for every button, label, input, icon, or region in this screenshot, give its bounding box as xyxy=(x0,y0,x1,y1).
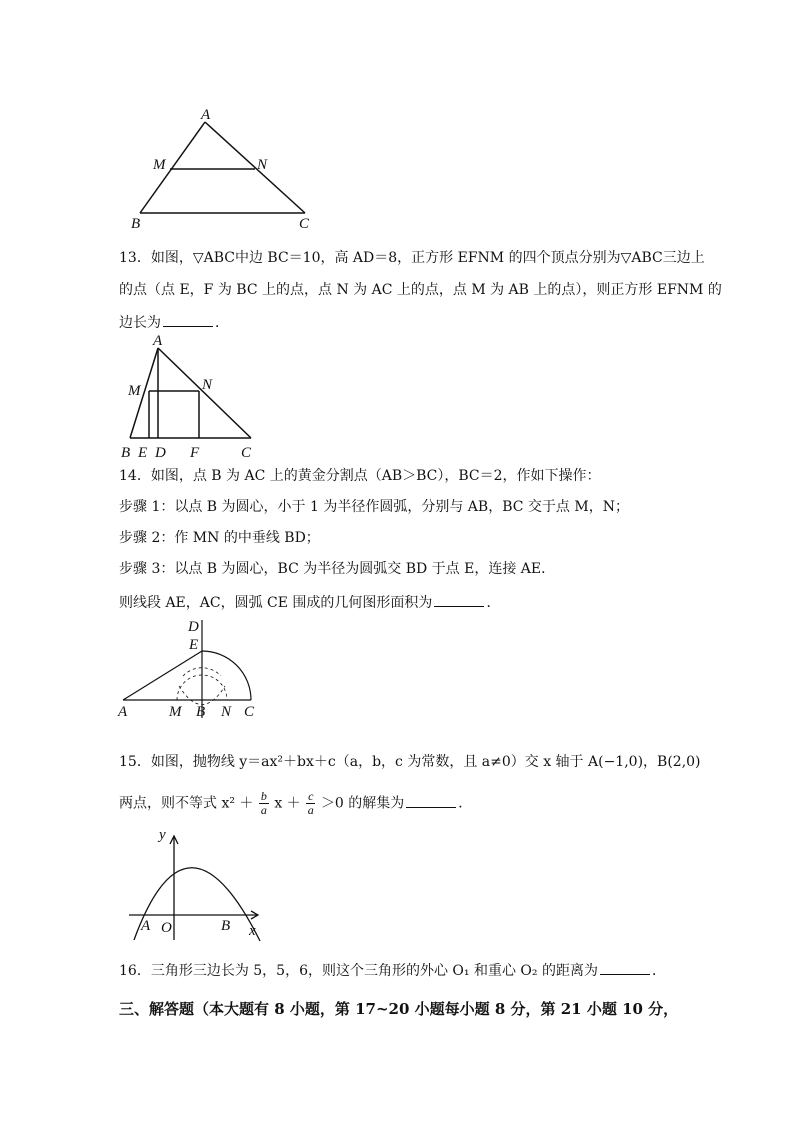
label-b: B xyxy=(121,445,131,461)
answer-blank-16[interactable] xyxy=(600,960,650,975)
golden-section-figure xyxy=(115,618,275,723)
q15-end: ． xyxy=(458,795,473,812)
answer-blank-13[interactable] xyxy=(163,312,213,327)
frac2-den: a xyxy=(307,803,314,817)
label-b: B xyxy=(221,918,231,934)
label-b: B xyxy=(131,216,141,232)
q15-line1: 15．如图，抛物线 y＝ax²＋bx＋c（a，b，c 为常数，且 a≠0）交 x 轴于 A(−1,0)，B(2,0) xyxy=(119,754,701,770)
q16-end: ． xyxy=(651,963,666,979)
q15-mid: x ＋ xyxy=(274,795,301,812)
fraction-c-over-a xyxy=(306,790,315,817)
label-n: N xyxy=(202,377,213,393)
label-c: C xyxy=(244,704,255,720)
fraction-b-over-a xyxy=(259,790,269,817)
label-a: A xyxy=(141,918,151,934)
q14-line5 xyxy=(119,592,500,613)
q14-step1: 步骤 1：以点 B 为圆心，小于 1 为半径作圆弧，分别与 AB，BC 交于点 M，N； xyxy=(119,499,629,515)
q16-line xyxy=(119,960,666,981)
frac2-num: c xyxy=(308,789,314,803)
q14-end: ． xyxy=(486,595,501,611)
label-n: N xyxy=(221,704,232,720)
q13-line2: 的点（点 E，F 为 BC 上的点，点 N 为 AC 上的点，点 M 为 AB 上的点），则正方形 EFNM 的 xyxy=(119,282,722,298)
label-f: F xyxy=(190,445,200,461)
label-d: D xyxy=(188,619,199,635)
label-x: x xyxy=(249,923,256,939)
section-3-heading: 三、解答题（本大题有 8 小题，第 17~20 小题每小题 8 分，第 21 小题 10 分， xyxy=(119,1000,679,1018)
label-o: O xyxy=(161,920,172,936)
label-e: E xyxy=(138,445,148,461)
label-a: A xyxy=(153,333,163,349)
label-b: B xyxy=(196,704,206,720)
q13-line3 xyxy=(119,312,229,333)
q16-text: 16．三角形三边长为 5，5，6，则这个三角形的外心 O₁ 和重心 O₂ 的距离为 xyxy=(119,963,598,979)
q14-step3: 步骤 3：以点 B 为圆心，BC 为半径为圆弧交 BD 于点 E，连接 AE． xyxy=(119,561,556,577)
label-m: M xyxy=(153,157,166,173)
label-m: M xyxy=(169,704,182,720)
answer-blank-14[interactable] xyxy=(434,592,484,607)
answer-blank-15[interactable] xyxy=(406,793,456,808)
q13-line3-text: 边长为 xyxy=(119,315,161,331)
label-a: A xyxy=(118,704,128,720)
label-m: M xyxy=(128,383,141,399)
label-e: E xyxy=(189,637,199,653)
label-c: C xyxy=(241,445,252,461)
label-a: A xyxy=(201,107,211,123)
q14-step2: 步骤 2：作 MN 的中垂线 BD； xyxy=(119,530,320,546)
frac1-den: a xyxy=(260,803,267,817)
label-d: D xyxy=(155,445,166,461)
q15-line2-pre: 两点，则不等式 x² ＋ xyxy=(119,795,254,812)
frac1-num: b xyxy=(260,789,267,803)
q13-line1: 13．如图，▽ABC中边 BC＝10，高 AD＝8，正方形 EFNM 的四个顶点分别为▽ABC三边上 xyxy=(119,250,705,266)
label-y: y xyxy=(159,827,166,843)
parabola-figure xyxy=(125,825,270,945)
square-in-triangle-figure xyxy=(118,333,268,463)
q15-line2-post: ＞0 的解集为 xyxy=(320,795,405,812)
q15-line2 xyxy=(119,790,472,817)
label-n: N xyxy=(257,157,268,173)
triangle-mn-figure xyxy=(125,105,325,235)
q14-line5-text: 则线段 AE，AC，圆弧 CE 围成的几何图形面积为 xyxy=(119,595,433,611)
q14-line1: 14．如图，点 B 为 AC 上的黄金分割点（AB＞BC），BC＝2，作如下操作： xyxy=(119,468,601,484)
q13-end: ． xyxy=(215,315,229,331)
label-c: C xyxy=(299,216,310,232)
